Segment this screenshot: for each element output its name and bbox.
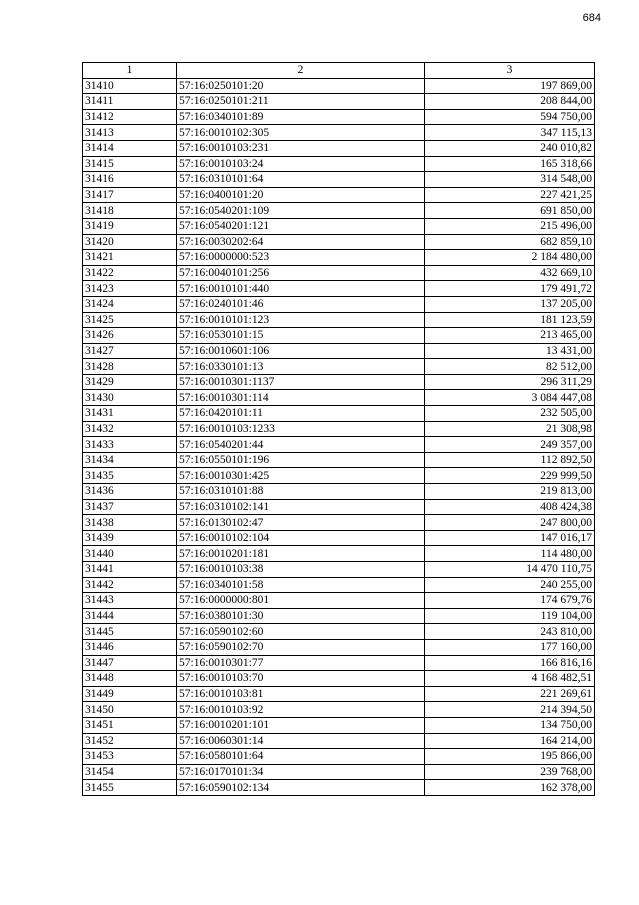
- value-cell: 232 505,00: [425, 406, 595, 422]
- cadastral-number-cell: 57:16:0010103:1233: [177, 421, 425, 437]
- page-number: 684: [582, 12, 601, 24]
- table-row: [83, 359, 595, 375]
- table-row: [83, 452, 595, 468]
- cadastral-number-cell: 57:16:0000000:523: [177, 250, 425, 266]
- table-header-row: [83, 63, 595, 79]
- value-cell: 239 768,00: [425, 764, 595, 780]
- cadastral-number-cell: 57:16:0590102:134: [177, 780, 425, 796]
- value-cell: 594 750,00: [425, 109, 595, 125]
- value-cell: 174 679,76: [425, 593, 595, 609]
- cadastral-number-cell: 57:16:0010103:38: [177, 562, 425, 578]
- table-row: [83, 593, 595, 609]
- value-cell: 227 421,25: [425, 187, 595, 203]
- cadastral-number-cell: 57:16:0540201:44: [177, 437, 425, 453]
- row-number-cell: 31431: [83, 406, 177, 422]
- table-row: [83, 499, 595, 515]
- table-row: [83, 546, 595, 562]
- cadastral-number-cell: 57:16:0340101:58: [177, 577, 425, 593]
- cadastral-number-cell: 57:16:0010301:114: [177, 390, 425, 406]
- row-number-cell: 31418: [83, 203, 177, 219]
- row-number-cell: 31424: [83, 296, 177, 312]
- cadastral-number-cell: 57:16:0010103:92: [177, 702, 425, 718]
- cadastral-number-cell: 57:16:0010103:81: [177, 686, 425, 702]
- cadastral-number-cell: 57:16:0040101:256: [177, 265, 425, 281]
- cadastral-number-cell: 57:16:0010102:104: [177, 530, 425, 546]
- cadastral-number-cell: 57:16:0590102:70: [177, 639, 425, 655]
- table-row: [83, 109, 595, 125]
- value-cell: 181 123,59: [425, 312, 595, 328]
- value-cell: 82 512,00: [425, 359, 595, 375]
- row-number-cell: 31451: [83, 717, 177, 733]
- row-number-cell: 31435: [83, 468, 177, 484]
- table-row: [83, 125, 595, 141]
- row-number-cell: 31429: [83, 374, 177, 390]
- row-number-cell: 31432: [83, 421, 177, 437]
- table-row: [83, 484, 595, 500]
- table-row: [83, 343, 595, 359]
- table-row: [83, 733, 595, 749]
- cadastral-number-cell: 57:16:0010102:305: [177, 125, 425, 141]
- table-row: [83, 764, 595, 780]
- row-number-cell: 31439: [83, 530, 177, 546]
- value-cell: 197 869,00: [425, 78, 595, 94]
- value-cell: 240 010,82: [425, 140, 595, 156]
- row-number-cell: 31436: [83, 484, 177, 500]
- value-cell: 215 496,00: [425, 218, 595, 234]
- row-number-cell: 31453: [83, 749, 177, 765]
- value-cell: 2 184 480,00: [425, 250, 595, 266]
- row-number-cell: 31450: [83, 702, 177, 718]
- value-cell: 408 424,38: [425, 499, 595, 515]
- row-number-cell: 31419: [83, 218, 177, 234]
- value-cell: 166 816,16: [425, 655, 595, 671]
- row-number-cell: 31416: [83, 172, 177, 188]
- cadastral-number-cell: 57:16:0010101:123: [177, 312, 425, 328]
- cadastral-number-cell: 57:16:0010103:70: [177, 671, 425, 687]
- table-row: [83, 390, 595, 406]
- value-cell: 691 850,00: [425, 203, 595, 219]
- row-number-cell: 31448: [83, 671, 177, 687]
- table-row: [83, 374, 595, 390]
- table-row: [83, 406, 595, 422]
- row-number-cell: 31440: [83, 546, 177, 562]
- table-row: [83, 234, 595, 250]
- cadastral-number-cell: 57:16:0010201:181: [177, 546, 425, 562]
- cadastral-number-cell: 57:16:0130102:47: [177, 515, 425, 531]
- cadastral-number-cell: 57:16:0010201:101: [177, 717, 425, 733]
- cadastral-number-cell: 57:16:0400101:20: [177, 187, 425, 203]
- cadastral-number-cell: 57:16:0010103:231: [177, 140, 425, 156]
- table-row: [83, 671, 595, 687]
- row-number-cell: 31449: [83, 686, 177, 702]
- table-row: [83, 577, 595, 593]
- row-number-cell: 31417: [83, 187, 177, 203]
- cadastral-number-cell: 57:16:0010301:425: [177, 468, 425, 484]
- table-row: [83, 639, 595, 655]
- value-cell: 219 813,00: [425, 484, 595, 500]
- table-row: [83, 468, 595, 484]
- cadastral-number-cell: 57:16:0060301:14: [177, 733, 425, 749]
- table-row: [83, 702, 595, 718]
- cadastral-number-cell: 57:16:0250101:211: [177, 94, 425, 110]
- cadastral-number-cell: 57:16:0010101:440: [177, 281, 425, 297]
- row-number-cell: 31433: [83, 437, 177, 453]
- cadastral-number-cell: 57:16:0380101:30: [177, 608, 425, 624]
- value-cell: 229 999,50: [425, 468, 595, 484]
- cadastral-number-cell: 57:16:0540201:109: [177, 203, 425, 219]
- cadastral-number-cell: 57:16:0310101:64: [177, 172, 425, 188]
- data-table: [82, 62, 595, 796]
- value-cell: 208 844,00: [425, 94, 595, 110]
- column-header-2: 2: [177, 63, 425, 79]
- cadastral-number-cell: 57:16:0250101:20: [177, 78, 425, 94]
- row-number-cell: 31438: [83, 515, 177, 531]
- table-row: [83, 328, 595, 344]
- table-row: [83, 94, 595, 110]
- column-header-3: 3: [425, 63, 595, 79]
- row-number-cell: 31443: [83, 593, 177, 609]
- table-row: [83, 624, 595, 640]
- table-row: [83, 203, 595, 219]
- cadastral-number-cell: 57:16:0580101:64: [177, 749, 425, 765]
- table-row: [83, 218, 595, 234]
- cadastral-number-cell: 57:16:0010103:24: [177, 156, 425, 172]
- cadastral-number-cell: 57:16:0010601:106: [177, 343, 425, 359]
- value-cell: 296 311,29: [425, 374, 595, 390]
- cadastral-number-cell: 57:16:0010301:1137: [177, 374, 425, 390]
- value-cell: 347 115,13: [425, 125, 595, 141]
- table-row: [83, 265, 595, 281]
- value-cell: 114 480,00: [425, 546, 595, 562]
- row-number-cell: 31434: [83, 452, 177, 468]
- row-number-cell: 31452: [83, 733, 177, 749]
- table-row: [83, 296, 595, 312]
- table-row: [83, 655, 595, 671]
- value-cell: 243 810,00: [425, 624, 595, 640]
- row-number-cell: 31444: [83, 608, 177, 624]
- table-row: [83, 140, 595, 156]
- row-number-cell: 31445: [83, 624, 177, 640]
- table-row: [83, 717, 595, 733]
- table-row: [83, 78, 595, 94]
- row-number-cell: 31425: [83, 312, 177, 328]
- cadastral-number-cell: 57:16:0420101:11: [177, 406, 425, 422]
- cadastral-number-cell: 57:16:0310102:141: [177, 499, 425, 515]
- value-cell: 240 255,00: [425, 577, 595, 593]
- cadastral-number-cell: 57:16:0010301:77: [177, 655, 425, 671]
- value-cell: 14 470 110,75: [425, 562, 595, 578]
- value-cell: 137 205,00: [425, 296, 595, 312]
- value-cell: 112 892,50: [425, 452, 595, 468]
- table-row: [83, 281, 595, 297]
- value-cell: 195 866,00: [425, 749, 595, 765]
- table-row: [83, 686, 595, 702]
- table-row: [83, 172, 595, 188]
- row-number-cell: 31411: [83, 94, 177, 110]
- value-cell: 162 378,00: [425, 780, 595, 796]
- value-cell: 682 859,10: [425, 234, 595, 250]
- cadastral-number-cell: 57:16:0170101:34: [177, 764, 425, 780]
- row-number-cell: 31427: [83, 343, 177, 359]
- cadastral-number-cell: 57:16:0330101:13: [177, 359, 425, 375]
- row-number-cell: 31420: [83, 234, 177, 250]
- table-row: [83, 250, 595, 266]
- row-number-cell: 31410: [83, 78, 177, 94]
- cadastral-number-cell: 57:16:0240101:46: [177, 296, 425, 312]
- cadastral-number-cell: 57:16:0030202:64: [177, 234, 425, 250]
- cadastral-number-cell: 57:16:0540201:121: [177, 218, 425, 234]
- value-cell: 164 214,00: [425, 733, 595, 749]
- row-number-cell: 31442: [83, 577, 177, 593]
- table-row: [83, 562, 595, 578]
- cadastral-number-cell: 57:16:0340101:89: [177, 109, 425, 125]
- row-number-cell: 31447: [83, 655, 177, 671]
- row-number-cell: 31423: [83, 281, 177, 297]
- value-cell: 179 491,72: [425, 281, 595, 297]
- value-cell: 314 548,00: [425, 172, 595, 188]
- table-row: [83, 187, 595, 203]
- cadastral-number-cell: 57:16:0000000:801: [177, 593, 425, 609]
- table-row: [83, 421, 595, 437]
- cadastral-number-cell: 57:16:0550101:196: [177, 452, 425, 468]
- row-number-cell: 31441: [83, 562, 177, 578]
- value-cell: 4 168 482,51: [425, 671, 595, 687]
- table-row: [83, 780, 595, 796]
- value-cell: 21 308,98: [425, 421, 595, 437]
- column-header-1: 1: [83, 63, 177, 79]
- table-row: [83, 749, 595, 765]
- value-cell: 221 269,61: [425, 686, 595, 702]
- cadastral-number-cell: 57:16:0310101:88: [177, 484, 425, 500]
- value-cell: 3 084 447,08: [425, 390, 595, 406]
- row-number-cell: 31437: [83, 499, 177, 515]
- value-cell: 249 357,00: [425, 437, 595, 453]
- table-row: [83, 312, 595, 328]
- row-number-cell: 31412: [83, 109, 177, 125]
- row-number-cell: 31426: [83, 328, 177, 344]
- value-cell: 147 016,17: [425, 530, 595, 546]
- cadastral-number-cell: 57:16:0530101:15: [177, 328, 425, 344]
- table-row: [83, 437, 595, 453]
- row-number-cell: 31430: [83, 390, 177, 406]
- row-number-cell: 31446: [83, 639, 177, 655]
- row-number-cell: 31454: [83, 764, 177, 780]
- table-row: [83, 156, 595, 172]
- value-cell: 119 104,00: [425, 608, 595, 624]
- row-number-cell: 31413: [83, 125, 177, 141]
- value-cell: 214 394,50: [425, 702, 595, 718]
- table-row: [83, 608, 595, 624]
- value-cell: 13 431,00: [425, 343, 595, 359]
- value-cell: 432 669,10: [425, 265, 595, 281]
- value-cell: 177 160,00: [425, 639, 595, 655]
- row-number-cell: 31415: [83, 156, 177, 172]
- value-cell: 213 465,00: [425, 328, 595, 344]
- table-row: [83, 530, 595, 546]
- value-cell: 165 318,66: [425, 156, 595, 172]
- cadastral-number-cell: 57:16:0590102:60: [177, 624, 425, 640]
- table-row: [83, 515, 595, 531]
- row-number-cell: 31422: [83, 265, 177, 281]
- row-number-cell: 31421: [83, 250, 177, 266]
- value-cell: 247 800,00: [425, 515, 595, 531]
- value-cell: 134 750,00: [425, 717, 595, 733]
- row-number-cell: 31428: [83, 359, 177, 375]
- row-number-cell: 31455: [83, 780, 177, 796]
- row-number-cell: 31414: [83, 140, 177, 156]
